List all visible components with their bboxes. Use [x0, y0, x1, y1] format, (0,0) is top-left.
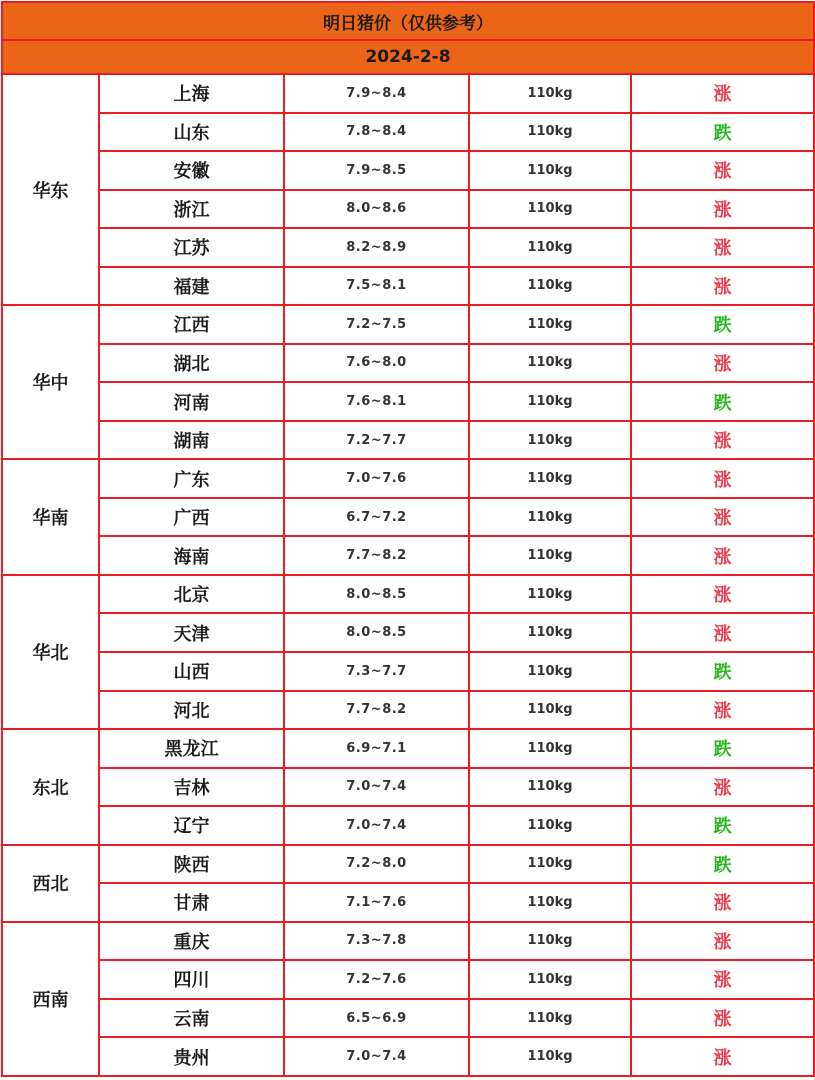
price-range-cell: 7.2~8.0 — [284, 845, 469, 884]
weight-cell: 110kg — [469, 883, 631, 922]
weight-cell: 110kg — [469, 382, 631, 421]
weight-cell: 110kg — [469, 1037, 631, 1076]
table-row — [2, 729, 814, 768]
trend-cell: 跌 — [631, 652, 814, 691]
table-row — [2, 421, 814, 460]
region-cell: 西南 — [2, 922, 99, 1076]
table-row — [2, 113, 814, 152]
trend-cell: 涨 — [631, 691, 814, 730]
table-row — [2, 74, 814, 113]
table-row — [2, 1037, 814, 1076]
price-range-cell: 7.9~8.5 — [284, 151, 469, 190]
weight-cell: 110kg — [469, 960, 631, 999]
trend-cell: 跌 — [631, 806, 814, 845]
province-cell: 浙江 — [99, 190, 284, 229]
price-range-cell: 8.0~8.6 — [284, 190, 469, 229]
price-range-cell: 7.7~8.2 — [284, 691, 469, 730]
table-row — [2, 691, 814, 730]
weight-cell: 110kg — [469, 228, 631, 267]
weight-cell: 110kg — [469, 305, 631, 344]
trend-cell: 跌 — [631, 113, 814, 152]
weight-cell: 110kg — [469, 729, 631, 768]
region-cell: 华南 — [2, 459, 99, 575]
table-row — [2, 806, 814, 845]
region-cell: 华北 — [2, 575, 99, 729]
weight-cell: 110kg — [469, 113, 631, 152]
province-cell: 山西 — [99, 652, 284, 691]
trend-cell: 涨 — [631, 922, 814, 961]
province-cell: 河北 — [99, 691, 284, 730]
province-cell: 江苏 — [99, 228, 284, 267]
weight-cell: 110kg — [469, 652, 631, 691]
province-cell: 黑龙江 — [99, 729, 284, 768]
weight-cell: 110kg — [469, 459, 631, 498]
province-cell: 四川 — [99, 960, 284, 999]
trend-cell: 涨 — [631, 498, 814, 537]
trend-cell: 涨 — [631, 575, 814, 614]
weight-cell: 110kg — [469, 421, 631, 460]
province-cell: 重庆 — [99, 922, 284, 961]
price-range-cell: 7.9~8.4 — [284, 74, 469, 113]
weight-cell: 110kg — [469, 575, 631, 614]
table-row — [2, 190, 814, 229]
price-range-cell: 7.3~7.7 — [284, 652, 469, 691]
table-row — [2, 459, 814, 498]
weight-cell: 110kg — [469, 691, 631, 730]
region-cell: 华东 — [2, 74, 99, 305]
price-range-cell: 6.7~7.2 — [284, 498, 469, 537]
weight-cell: 110kg — [469, 344, 631, 383]
price-range-cell: 7.0~7.6 — [284, 459, 469, 498]
trend-cell: 涨 — [631, 999, 814, 1038]
province-cell: 云南 — [99, 999, 284, 1038]
table-row — [2, 536, 814, 575]
province-cell: 福建 — [99, 267, 284, 306]
price-range-cell: 7.0~7.4 — [284, 806, 469, 845]
weight-cell: 110kg — [469, 768, 631, 807]
trend-cell: 涨 — [631, 613, 814, 652]
table-row — [2, 613, 814, 652]
weight-cell: 110kg — [469, 267, 631, 306]
table-row — [2, 498, 814, 537]
price-range-cell: 6.5~6.9 — [284, 999, 469, 1038]
trend-cell: 涨 — [631, 344, 814, 383]
table-row — [2, 151, 814, 190]
price-range-cell: 7.5~8.1 — [284, 267, 469, 306]
table-row — [2, 922, 814, 961]
table-row — [2, 768, 814, 807]
province-cell: 江西 — [99, 305, 284, 344]
trend-cell: 涨 — [631, 960, 814, 999]
table-title: 明日猪价（仅供参考） — [2, 2, 814, 40]
trend-cell: 跌 — [631, 305, 814, 344]
province-cell: 海南 — [99, 536, 284, 575]
price-range-cell: 7.1~7.6 — [284, 883, 469, 922]
trend-cell: 涨 — [631, 267, 814, 306]
trend-cell: 涨 — [631, 1037, 814, 1076]
price-range-cell: 7.6~8.0 — [284, 344, 469, 383]
province-cell: 湖北 — [99, 344, 284, 383]
table-row — [2, 845, 814, 884]
table-row — [2, 883, 814, 922]
price-range-cell: 7.0~7.4 — [284, 768, 469, 807]
trend-cell: 涨 — [631, 151, 814, 190]
table-date: 2024-2-8 — [2, 40, 814, 74]
trend-cell: 涨 — [631, 459, 814, 498]
province-cell: 河南 — [99, 382, 284, 421]
price-range-cell: 8.2~8.9 — [284, 228, 469, 267]
region-cell: 东北 — [2, 729, 99, 845]
table-row — [2, 344, 814, 383]
pig-price-table — [1, 1, 815, 1077]
weight-cell: 110kg — [469, 190, 631, 229]
table-row — [2, 999, 814, 1038]
price-range-cell: 7.2~7.6 — [284, 960, 469, 999]
province-cell: 吉林 — [99, 768, 284, 807]
province-cell: 甘肃 — [99, 883, 284, 922]
date-row — [2, 40, 814, 74]
price-range-cell: 8.0~8.5 — [284, 613, 469, 652]
trend-cell: 跌 — [631, 382, 814, 421]
weight-cell: 110kg — [469, 999, 631, 1038]
weight-cell: 110kg — [469, 151, 631, 190]
table-row — [2, 305, 814, 344]
price-range-cell: 7.0~7.4 — [284, 1037, 469, 1076]
weight-cell: 110kg — [469, 498, 631, 537]
table-row — [2, 575, 814, 614]
table-row — [2, 382, 814, 421]
trend-cell: 涨 — [631, 883, 814, 922]
table-row — [2, 267, 814, 306]
trend-cell: 涨 — [631, 536, 814, 575]
province-cell: 安徽 — [99, 151, 284, 190]
province-cell: 天津 — [99, 613, 284, 652]
province-cell: 上海 — [99, 74, 284, 113]
province-cell: 陕西 — [99, 845, 284, 884]
weight-cell: 110kg — [469, 613, 631, 652]
table-row — [2, 960, 814, 999]
province-cell: 北京 — [99, 575, 284, 614]
price-range-cell: 7.3~7.8 — [284, 922, 469, 961]
table-row — [2, 652, 814, 691]
province-cell: 山东 — [99, 113, 284, 152]
price-range-cell: 7.7~8.2 — [284, 536, 469, 575]
weight-cell: 110kg — [469, 922, 631, 961]
price-range-cell: 7.2~7.7 — [284, 421, 469, 460]
weight-cell: 110kg — [469, 536, 631, 575]
weight-cell: 110kg — [469, 845, 631, 884]
trend-cell: 涨 — [631, 768, 814, 807]
province-cell: 广东 — [99, 459, 284, 498]
trend-cell: 涨 — [631, 228, 814, 267]
trend-cell: 涨 — [631, 190, 814, 229]
trend-cell: 涨 — [631, 74, 814, 113]
weight-cell: 110kg — [469, 806, 631, 845]
province-cell: 辽宁 — [99, 806, 284, 845]
trend-cell: 跌 — [631, 729, 814, 768]
title-row — [2, 2, 814, 40]
price-range-cell: 8.0~8.5 — [284, 575, 469, 614]
weight-cell: 110kg — [469, 74, 631, 113]
table-row — [2, 228, 814, 267]
trend-cell: 跌 — [631, 845, 814, 884]
province-cell: 广西 — [99, 498, 284, 537]
price-range-cell: 6.9~7.1 — [284, 729, 469, 768]
price-range-cell: 7.8~8.4 — [284, 113, 469, 152]
region-cell: 华中 — [2, 305, 99, 459]
province-cell: 贵州 — [99, 1037, 284, 1076]
price-range-cell: 7.2~7.5 — [284, 305, 469, 344]
province-cell: 湖南 — [99, 421, 284, 460]
region-cell: 西北 — [2, 845, 99, 922]
price-range-cell: 7.6~8.1 — [284, 382, 469, 421]
trend-cell: 涨 — [631, 421, 814, 460]
